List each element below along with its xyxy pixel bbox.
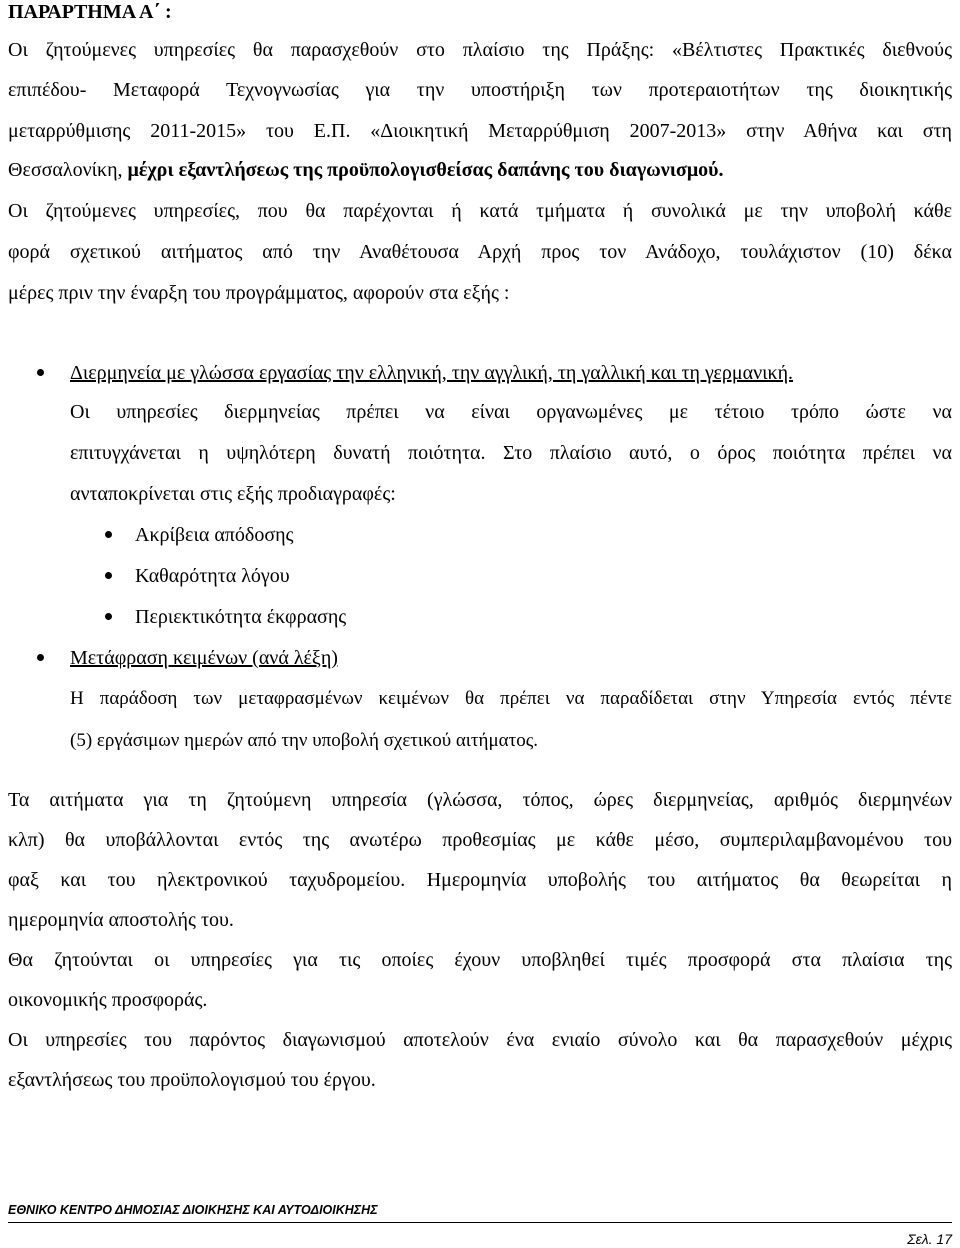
sub-bullet-marker xyxy=(105,572,112,579)
service-heading-interpretation: Διερμηνεία με γλώσσα εργασίας την ελληνική, την αγγλική, τη γαλλική και τη γερμανική. xyxy=(70,362,794,384)
scope-line: φορά σχετικού αιτήματος από την Αναθέτουσα Αρχή προς τον Ανάδοχο, τουλάχιστον (10) δέκα xyxy=(8,241,952,263)
requests-line: ημερομηνία αποστολής του. xyxy=(8,909,234,931)
footer-divider xyxy=(8,1222,952,1223)
requests-line: φαξ και του ηλεκτρονικού ταχυδρομείου. Ημερομηνία υποβολής του αιτήματος θα θεωρείται η xyxy=(8,869,952,891)
intro-line-text: Θεσσαλονίκη, xyxy=(8,159,123,181)
sub-bullet-marker xyxy=(105,613,112,620)
bullet-marker xyxy=(37,369,44,376)
page-number: Σελ. 17 xyxy=(907,1231,952,1247)
pricing-line: Θα ζητούνται οι υπηρεσίες για τις οποίες έχουν υποβληθεί τιμές προσφορά στα πλαίσια της xyxy=(8,949,952,971)
service-heading-translation: Μετάφραση κειμένων (ανά λέξη) xyxy=(70,647,338,669)
quality-criterion: Ακρίβεια απόδοσης xyxy=(135,524,294,546)
service-description-line: επιτυγχάνεται η υψηλότερη δυνατή ποιότητα. Στο πλαίσιο αυτό, ο όρος ποιότητα πρέπει να xyxy=(70,442,952,464)
pricing-line: οικονομικής προσφοράς. xyxy=(8,989,208,1011)
service-description-line: ανταποκρίνεται στις εξής προδιαγραφές: xyxy=(70,483,396,505)
intro-line: Οι ζητούμενες υπηρεσίες θα παρασχεθούν στο πλαίσιο της Πράξης: «Βέλτιστες Πρακτικές διεθνούς xyxy=(8,39,952,61)
quality-criterion: Καθαρότητα λόγου xyxy=(135,565,290,587)
scope-line: Οι ζητούμενες υπηρεσίες, που θα παρέχονται ή κατά τμήματα ή συνολικά με την υποβολή κάθε xyxy=(8,200,952,222)
requests-line: κλπ) θα υποβάλλονται εντός της ανωτέρω προθεσμίας με κάθε μέσο, συμπεριλαμβανομένου του xyxy=(8,829,952,851)
scope-line: μέρες πριν την έναρξη του προγράμματος, αφορούν στα εξής : xyxy=(8,282,510,304)
intro-line: μεταρρύθμισης 2011-2015» του Ε.Π. «Διοικητική Μεταρρύθμιση 2007-2013» στην Αθήνα και στη xyxy=(8,120,952,142)
annex-title: ΠΑΡΑΡΤΗΜΑ Α΄ : xyxy=(8,1,172,23)
completion-line: εξαντλήσεως του προϋπολογισμού του έργου. xyxy=(8,1069,376,1091)
sub-bullet-marker xyxy=(105,531,112,538)
quality-criterion: Περιεκτικότητα έκφρασης xyxy=(135,606,347,628)
service-description-line: Η παράδοση των μεταφρασμένων κειμένων θα πρέπει να παραδίδεται στην Υπηρεσία εντός πέντε xyxy=(70,688,952,709)
intro-line: επιπέδου- Μεταφορά Τεχνογνωσίας για την υποστήριξη των προτεραιοτήτων της διοικητικής xyxy=(8,79,952,101)
completion-line: Οι υπηρεσίες του παρόντος διαγωνισμού αποτελούν ένα ενιαίο σύνολο και θα παρασχεθούν μέχρις xyxy=(8,1029,952,1051)
budget-limit-emphasis: μέχρι εξαντλήσεως της προϋπολογισθείσας δαπάνης του διαγωνισμού. xyxy=(127,159,724,181)
footer-organization: ΕΘΝΙΚΟ ΚΕΝΤΡΟ ΔΗΜΟΣΙΑΣ ΔΙΟΙΚΗΣΗΣ ΚΑΙ ΑΥΤΟΔΙΟΙΚΗΣΗΣ xyxy=(8,1203,378,1217)
service-description-line: Οι υπηρεσίες διερμηνείας πρέπει να είναι οργανωμένες με τέτοιο τρόπο ώστε να xyxy=(70,401,952,423)
requests-line: Τα αιτήματα για τη ζητούμενη υπηρεσία (γλώσσα, τόπος, ώρες διερμηνείας, αριθμός διερμηνέων xyxy=(8,789,952,811)
service-description-line: (5) εργάσιμων ημερών από την υποβολή σχετικού αιτήματος. xyxy=(70,730,539,751)
intro-line xyxy=(8,150,952,190)
bullet-marker xyxy=(37,654,44,661)
